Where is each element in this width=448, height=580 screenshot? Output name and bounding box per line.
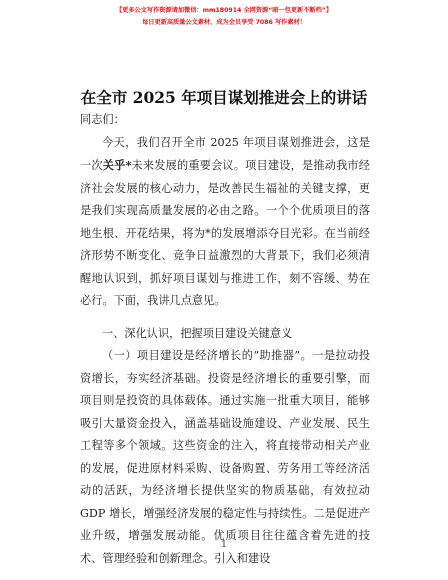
page-number: 1 — [221, 540, 227, 550]
document-title: 在全市 2025 年项目谋划推进会上的讲话 — [80, 88, 368, 107]
intro-paragraph — [80, 132, 370, 313]
promo-banner-line-2: 每日更新高质量公文素材，成为会员享受 7086 写作素材！ — [142, 19, 306, 26]
section-1-paragraph-1: （一）项目建设是经济增长的“助推器”。一是拉动投资增长，夯实经济基础。投资是经济增长的重要引擎，而项目则是投资的具体载体。通过实施一批重大项目，能够吸引大量资金投入，涵盖基础设施建设、产业发展、民生工程等多个领域。这些资金的注入，将直接带动相关产业的发展，促进原材料采购、设备购置、劳务用工等经济活动的活跃，为经济增长提供坚实的物质基础，有效拉动 GDP 增长，增强经济发展的稳定性与持续性。二是促进产业升级，增强发展动能。优质项目往往蕴含着先进的技术、管理经验和创新理念。引入和建设 — [80, 349, 370, 565]
intro-suffix: 未来发展的重要会议。项目建设，是推动我市经济社会发展的核心动力，是改善民生福祉的关键支撑，更是我们实现高质量发展的必由之路。一个个优质项目的落地生根、开花结果，将为*的发展增添夺目光彩。在当前经济形势不断变化、竞争日益激烈的大背景下，我们必须清醒地认识到，抓好项目谋划与推进工作，刻不容缓、势在必行。下面，我讲几点意见。 — [80, 159, 370, 307]
intro-bold-phrase: 关乎* — [102, 158, 132, 172]
promo-banner-line-1: 【更多公文写作资源请加微信：mm180914 全网资源“暗一包更新不断档”】 — [115, 7, 333, 14]
section-1-heading: 一、深化认识，把握项目建设关键意义 — [102, 326, 293, 340]
document-body — [80, 109, 370, 570]
intro-prefix: 今天，我们召开全市 2025 年项目谋划推进会，这是一次 — [80, 135, 370, 172]
salutation: 同志们： — [80, 113, 125, 126]
